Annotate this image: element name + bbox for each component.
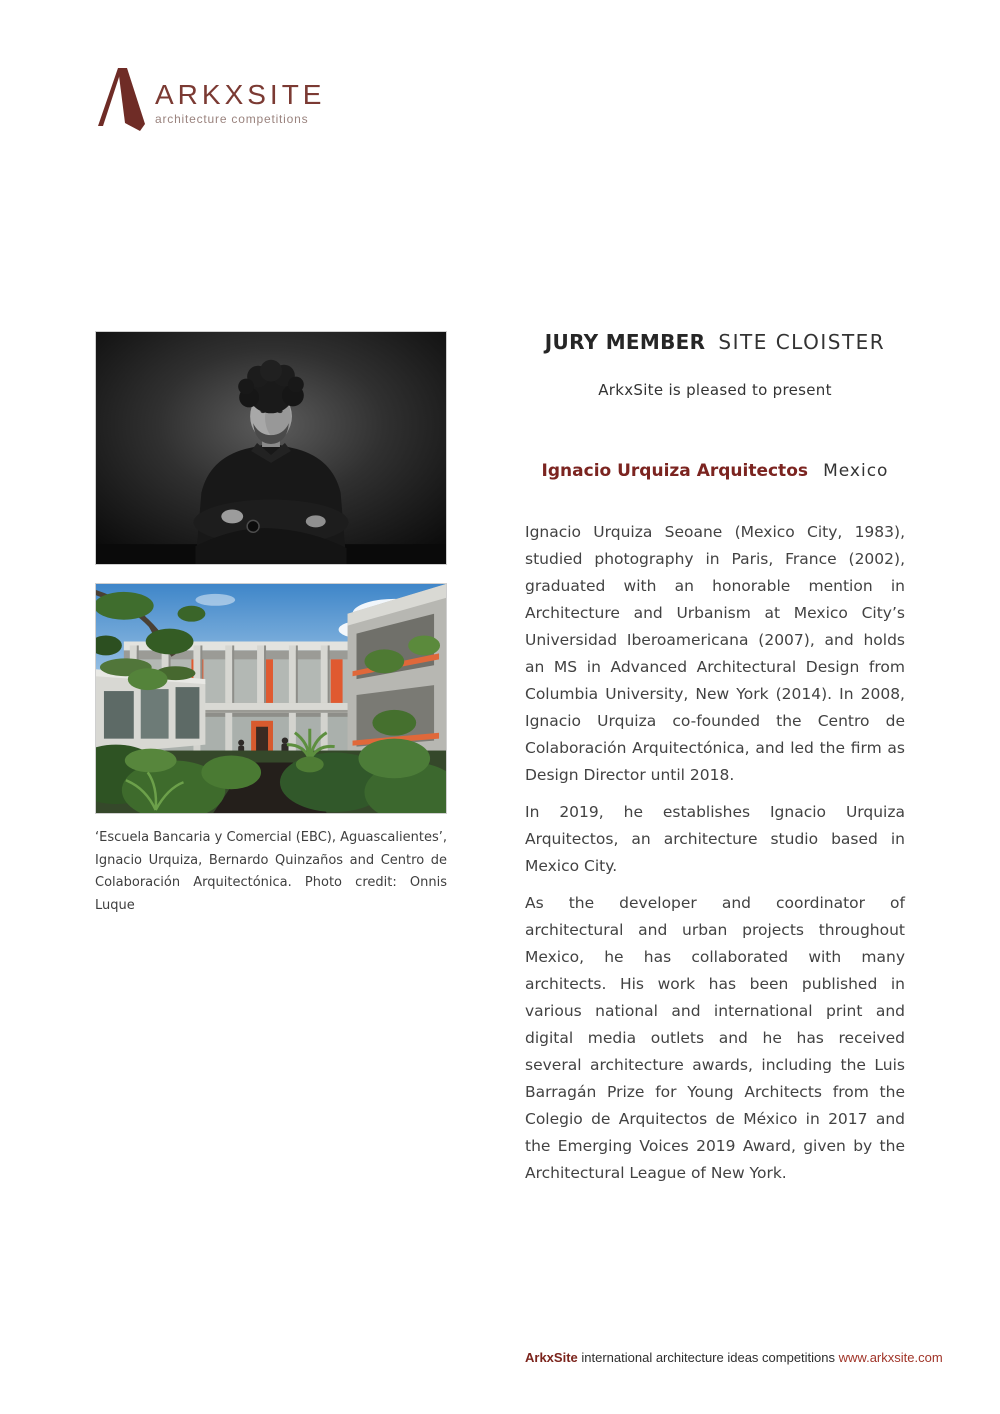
page-footer [525,1350,943,1365]
bio-paragraph-1: Ignacio Urquiza Seoane (Mexico City, 1983), studied photography in Paris, France (2002), graduated with an honorable mention in Architecture and Urbanism at Mexico City’s Universidad Iberoamericana (2007), and holds an MS in Advanced Architectural Design from Columbia University, New York (2014). In 2008, Ignacio Urquiza co-founded the Centro de Colaboración Arquitectónica, and led the firm as Design Director until 2018. [525,523,905,784]
footer-website-link[interactable]: www.arkxsite.com [838,1350,943,1365]
photo-caption: ‘Escuela Bancaria y Comercial (EBC), Aguascalientes’, Ignacio Urquiza, Bernardo Quinzaños and Centro de Colaboración Arquitectónica. Photo credit: Onnis Luque [95,830,447,913]
bio-paragraph-2: In 2019, he establishes Ignacio Urquiza Arquitectos, an architecture studio based in Mexico City. [525,803,905,875]
jury-member-label: JURY MEMBER [544,330,706,354]
jury-member-country: Mexico [823,461,889,481]
page-title [525,330,905,354]
jury-member-name-line [525,461,905,481]
arkxsite-logo-mark-icon [95,64,147,134]
bio-text [525,519,905,1197]
intro-line: ArkxSite is pleased to present [598,381,832,399]
courtyard-illustration [96,584,446,813]
competition-name: SITE CLOISTER [718,330,886,354]
portrait-illustration [96,332,446,564]
portrait-photo [95,331,447,565]
courtyard-photo [95,583,447,814]
arkxsite-logo [95,64,325,134]
bio-paragraph-3: As the developer and coordinator of architectural and urban projects throughout Mexico, he has collaborated with many architects. His work has been published in various national and international print and digital media outlets and he has received several architecture awards, including the Luis Barragán Prize for Young Architects from the Colegio de Arquitectos de México in 2017 and the Emerging Voices 2019 Award, given by the Architectural League of New York. [525,894,905,1182]
footer-description: international architecture ideas competitions [581,1350,836,1365]
footer-brand: ArkxSite [525,1350,578,1365]
jury-member-name: Ignacio Urquiza Arquitectos [541,461,808,481]
brand-tagline: architecture competitions [155,112,309,126]
brand-name: ARKXSITE [155,79,326,110]
